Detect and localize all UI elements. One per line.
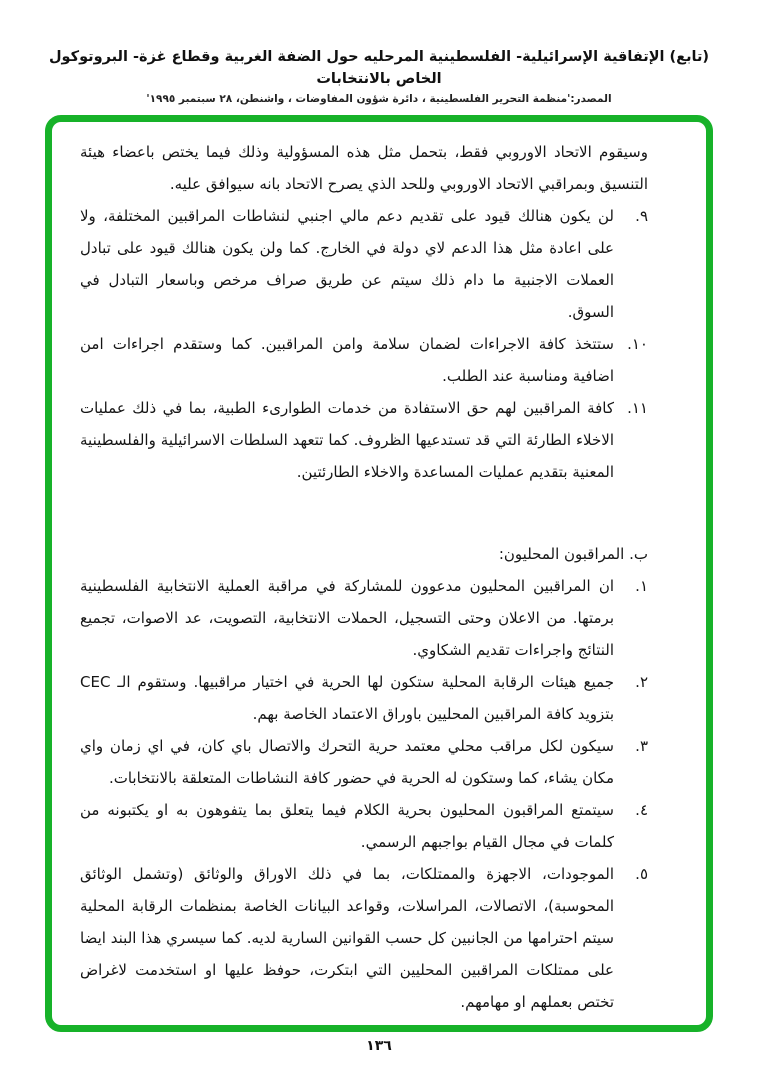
item-text: لن يكون هنالك قيود على تقديم دعم مالي اجنبي لنشاطات المراقبين المختلفة، ولا على اعادة مثل هذا الدعم لاي دولة في الخارج. كما ولن يكون هنالك قيود على تبادل العملات الاجنبية ما دام ذلك سيتم عن طريق صراف مرخص وباسعار التبادل في السوق. bbox=[80, 207, 614, 321]
item-number: ١٠. bbox=[627, 335, 648, 353]
page-header bbox=[0, 46, 758, 105]
item-text: سيكون لكل مراقب محلي معتمد حرية التحرك والاتصال باي كان، في اي زمان واي مكان يشاء، كما وستكون له الحرية في حضور كافة النشاطات المتعلقة بالانتخابات. bbox=[80, 737, 614, 787]
page-number: ١٣٦ bbox=[366, 1038, 392, 1054]
item-text: كافة المراقبين لهم حق الاستفادة من خدمات الطوارىء الطبية، بما في ذلك عمليات الاخلاء الطارئة التي قد تستدعيها الظروف. كما تتعهد السلطات الاسرائيلية والفلسطينية المعنية بتقديم عمليات المساعدة والاخلاء الطارئتين. bbox=[80, 399, 614, 481]
item-number: ٥. bbox=[635, 865, 648, 883]
item-number: ٩. bbox=[635, 207, 648, 225]
document-source-line: المصدر:'منظمة التحرير الفلسطينية ، دائرة شؤون المفاوضات ، واشنطن، ٢٨ سبتمبر ١٩٩٥' bbox=[146, 93, 612, 105]
list-item-2 bbox=[80, 666, 648, 730]
list-item-1 bbox=[80, 570, 648, 666]
item-text: ان المراقبين المحليون مدعوون للمشاركة في مراقبة العملية الانتخابية الفلسطينية برمتها. من الاعلان وحتى التسجيل، الحملات الانتخابية، التصويت، عد الاصوات، تجميع النتائج واجراءات تقديم الشكاوي. bbox=[80, 577, 614, 659]
document-body bbox=[52, 122, 706, 1018]
item-text: سيتمتع المراقبون المحليون بحرية الكلام فيما يتعلق بما يتفوهون به او يكتبونه من كلمات في مجال القيام بواجبهم الرسمي. bbox=[80, 801, 614, 851]
green-border-box bbox=[45, 115, 713, 1032]
list-item-11 bbox=[80, 392, 648, 488]
section-b-heading: ب. المراقبون المحليون: bbox=[498, 545, 648, 563]
item-text: ستتخذ كافة الاجراءات لضمان سلامة وامن المراقبين. كما وستقدم اجراءات امن اضافية ومناسبة عند الطلب. bbox=[80, 335, 614, 385]
item-number: ٣. bbox=[635, 737, 648, 755]
item-number: ١. bbox=[635, 577, 648, 595]
list-item-5 bbox=[80, 858, 648, 1018]
item-text: الموجودات، الاجهزة والممتلكات، بما في ذلك الاوراق والوثائق (وتشمل الوثائق المحوسبة)، الاتصالات، المراسلات، وقواعد البيانات الخاصة بمنظمات الرقابة المحلية سيتم احترامها من الجانبين كل حسب القوانين السارية لديه. كما سيسري هذا البند ايضا على ممتلكات المراقبين المحليين التي ابتكرت، حوفظ عليها او استخدمت لاغراض تختص بعملهم او مهامهم. bbox=[80, 865, 614, 1011]
item-number: ٤. bbox=[635, 801, 648, 819]
item-number: ١١. bbox=[627, 399, 648, 417]
list-item-9 bbox=[80, 200, 648, 328]
list-item-4 bbox=[80, 794, 648, 858]
item-number: ٢. bbox=[635, 673, 648, 691]
list-item-10 bbox=[80, 328, 648, 392]
section-b-list bbox=[80, 570, 648, 1018]
item-text: جميع هيئات الرقابة المحلية ستكون لها الحرية في اختيار مراقبيها. وستقوم الـ CEC بتزويد كافة المراقبين المحليين باوراق الاعتماد الخاصة بهم. bbox=[80, 673, 614, 723]
intro-paragraph: وسيقوم الاتحاد الاوروبي فقط، بتحمل مثل هذه المسؤولية وذلك فيما يختص باعضاء هيئة التنسيق وبمراقبي الاتحاد الاوروبي وللحد الذي يصرح الاتحاد بانه سيوافق عليه. bbox=[80, 143, 648, 193]
document-title: (تابع) الإتفاقية الإسرائيلية- الفلسطينية المرحليه حول الضفة الغربية وقطاع غزة- البروتوكول الخاص بالانتخابات bbox=[48, 49, 710, 87]
list-item-3 bbox=[80, 730, 648, 794]
